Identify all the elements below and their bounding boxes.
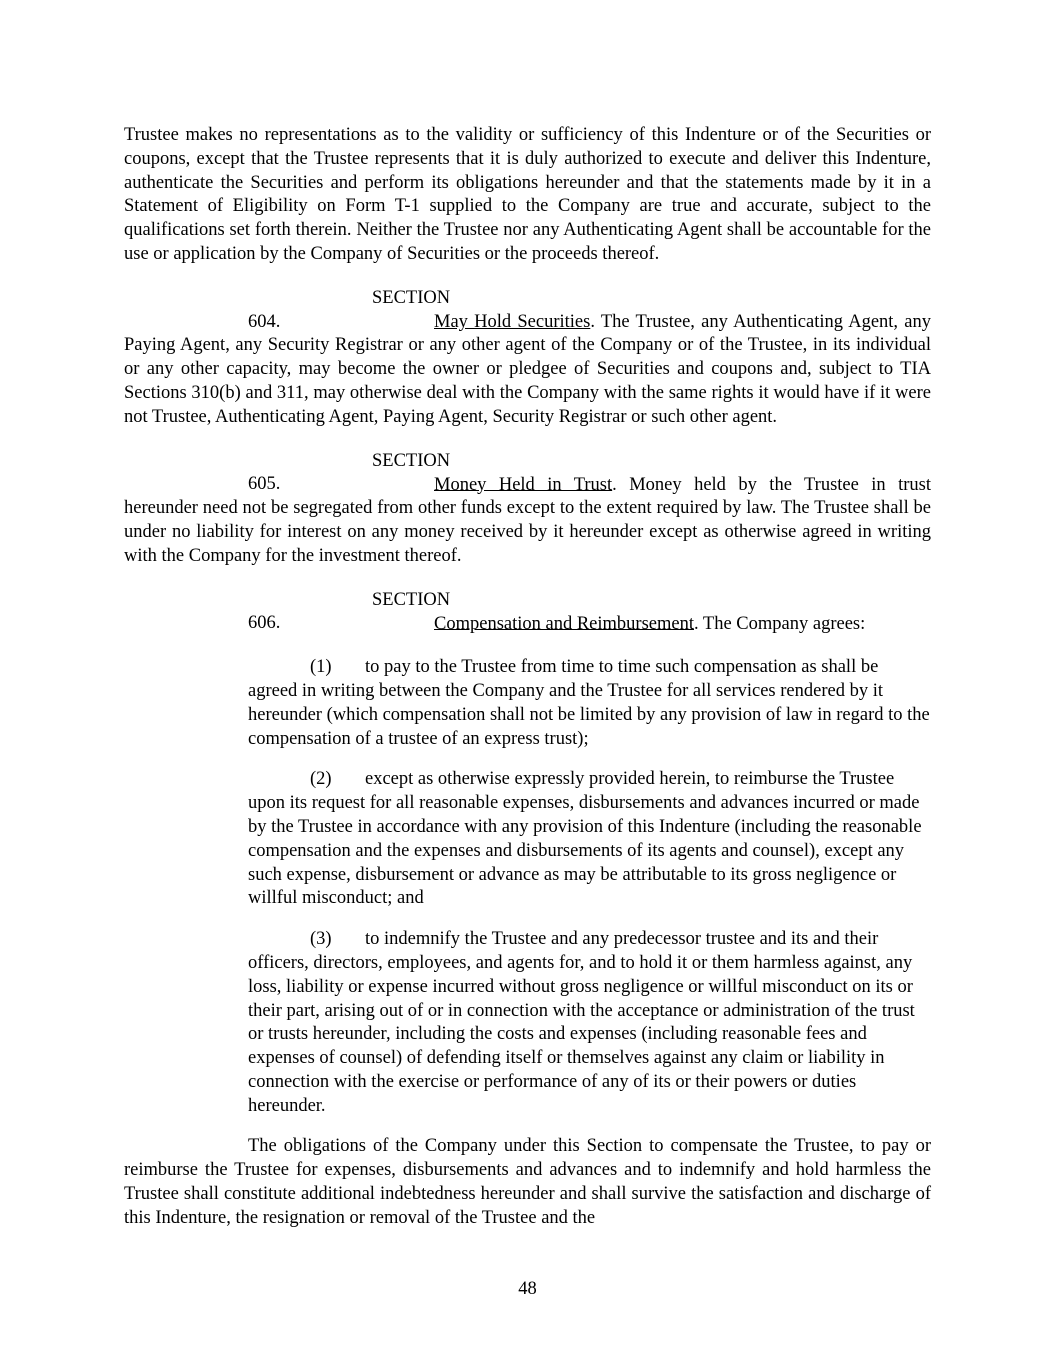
list-item bbox=[248, 768, 931, 911]
section-text: . The Company agrees: bbox=[694, 613, 866, 634]
document-page bbox=[124, 124, 931, 1251]
section-number: SECTION 605. bbox=[248, 450, 451, 495]
section-604 bbox=[124, 287, 931, 430]
list-item-number: (3) bbox=[310, 929, 332, 950]
list-item-number: (2) bbox=[310, 769, 332, 790]
section-text: . Money held by the Trustee in trust hereunder need not be segregated from other funds except to the extent required by law. The Trustee shall be under no liability for interest on any money received by it hereunder except as otherwise agreed in writing with the Company for the investment thereof. bbox=[124, 474, 931, 566]
section-number: SECTION 604. bbox=[248, 287, 451, 332]
list-item-text: to indemnify the Trustee and any predecessor trustee and its and their officers, directors, employees, and agents for, and to hold it or them harmless against, any loss, liability or expense incurred without gross negligence or willful misconduct on its or their part, arising out of or in connection with the acceptance or administration of the trust or trusts hereunder, including the costs and expenses (including reasonable fees and expenses of counsel) of defending itself or themselves against any claim or liability in connection with the exercise or performance of any of its or their powers or duties hereunder. bbox=[248, 929, 915, 1116]
list-item-text: to pay to the Trustee from time to time such compensation as shall be agreed in writing between the Company and the Trustee for all services rendered by it hereunder (which compensation shall not be limited by any provision of law in regard to the compensation of a trustee of an express trust); bbox=[248, 657, 930, 749]
section-title: Compensation and Reimbursement bbox=[434, 613, 694, 634]
list-item bbox=[248, 656, 931, 751]
list-item-text: except as otherwise expressly provided herein, to reimburse the Trustee upon its request for all reasonable expenses, disbursements and advances incurred or made by the Trustee in accordance with any provision of this Indenture (including the reasonable compensation and the expenses and disbursements of its agents and counsel), except any such expense, disbursement or advance as may be attributable to its gross negligence or willful misconduct; and bbox=[248, 769, 922, 909]
section-title: Money Held in Trust bbox=[434, 474, 613, 495]
section-605 bbox=[124, 450, 931, 569]
list-item-number: (1) bbox=[310, 657, 332, 678]
closing-paragraph: The obligations of the Company under this Section to compensate the Trustee, to pay or reimburse the Trustee for expenses, disbursements and advances and to indemnify and hold harmless the Trustee shall constitute additional indebtedness hereunder and shall survive the satisfaction and discharge of this Indenture, the resignation or removal of the Trustee and the bbox=[124, 1136, 931, 1228]
section-606 bbox=[124, 589, 931, 637]
list-item bbox=[248, 928, 931, 1118]
section-number: SECTION 606. bbox=[248, 589, 451, 634]
page-number: 48 bbox=[518, 1279, 537, 1299]
section-title: May Hold Securities bbox=[434, 311, 591, 332]
section-text: . The Trustee, any Authenticating Agent, any Paying Agent, any Security Registrar or any other agent of the Company or of the Trustee, in its individual or any other capacity, may become the owner or pledgee of Securities and coupons and, subject to TIA Sections 310(b) and 311, may otherwise deal with the Company with the same rights it would have if it were not Trustee, Authenticating Agent, Paying Agent, Security Registrar or such other agent. bbox=[124, 311, 931, 427]
intro-paragraph: Trustee makes no representations as to the validity or sufficiency of this Indenture or of the Securities or coupons, except that the Trustee represents that it is duly authorized to execute and deliver this Indenture, authenticate the Securities and perform its obligations hereunder and that the statements made by it in a Statement of Eligibility on Form T-1 supplied to the Company are true and accurate, subject to the qualifications set forth therein. Neither the Trustee nor any Authenticating Agent shall be accountable for the use or application by the Company of Securities or the proceeds thereof. bbox=[124, 125, 931, 264]
